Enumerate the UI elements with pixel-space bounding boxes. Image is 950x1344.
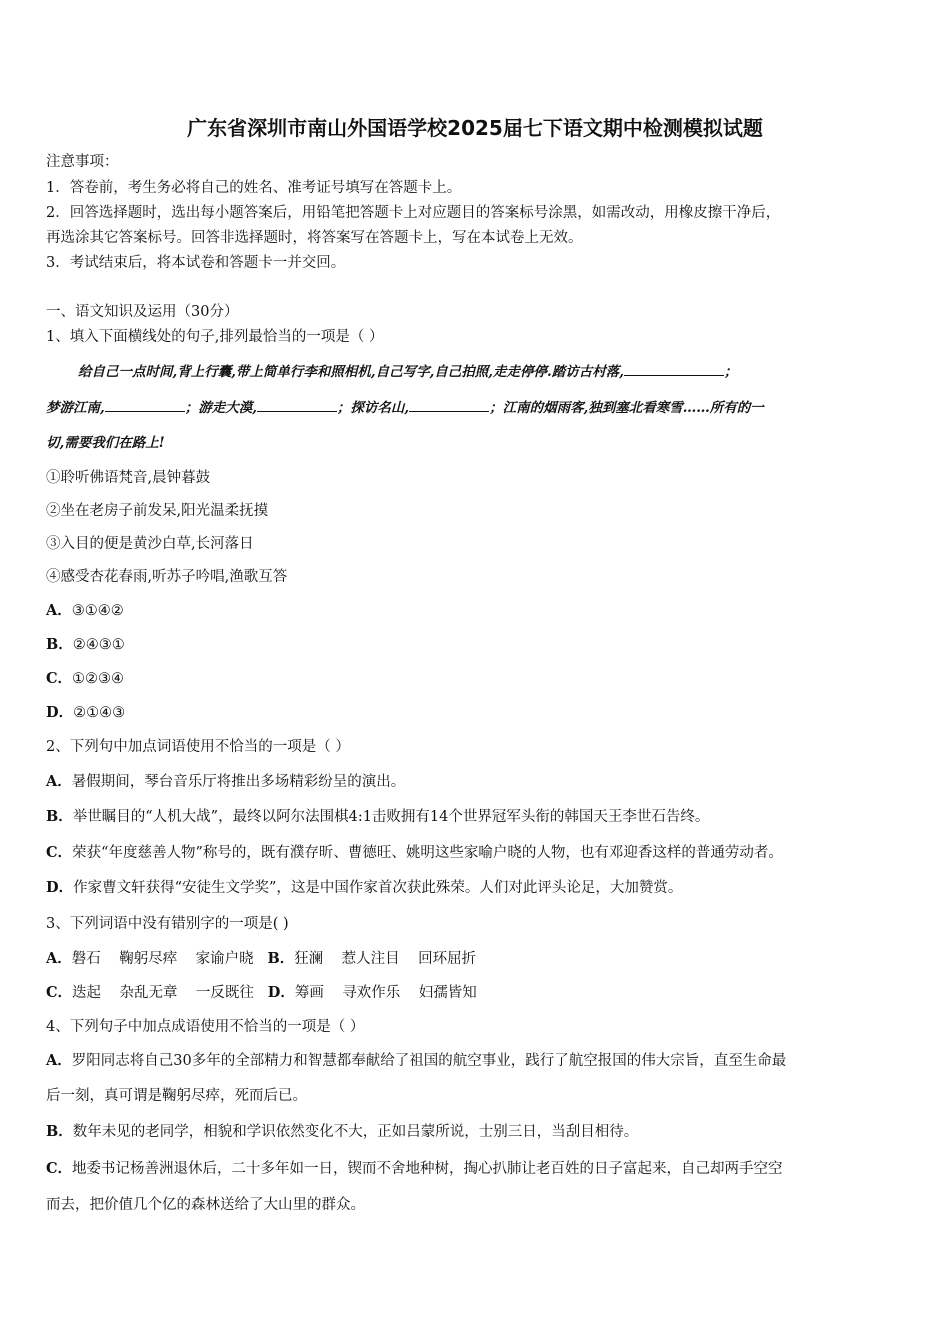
notice-item-1: 1．答卷前，考生务必将自己的姓名、准考证号填写在答题卡上。 bbox=[46, 180, 462, 196]
q4-option-a-cont: 后一刻，真可谓是鞠躬尽瘁，死而后已。 bbox=[46, 1088, 307, 1104]
option-text: 暑假期间，琴台音乐厅将推出多场精彩纷呈的演出。 bbox=[71, 774, 406, 790]
option-text: ②④③① bbox=[72, 637, 125, 653]
q1-blank-4 bbox=[409, 397, 489, 412]
q2-option-d[interactable] bbox=[46, 878, 682, 898]
notice-heading: 注意事项： bbox=[46, 154, 119, 170]
option-label: A． bbox=[46, 773, 72, 790]
q1-passage-text-4: ；探访名山, bbox=[336, 400, 410, 416]
q1-item-1: ①聆听佛语梵音,晨钟暮鼓 bbox=[46, 470, 211, 486]
q1-passage-text-1: 给自己一点时间,背上行囊,带上简单行李和照相机,自己写字,自己拍照,走走停停.踏访古村落, bbox=[78, 364, 624, 380]
q2-option-a[interactable] bbox=[46, 772, 405, 792]
q1-passage-line-2 bbox=[46, 397, 764, 418]
option-text: 数年未见的老同学，相貌和学识依然变化不大，正如吕蒙所说，士别三日，当刮目相待。 bbox=[72, 1124, 639, 1140]
option-text: ③①④② bbox=[71, 603, 124, 619]
option-text: ①②③④ bbox=[72, 671, 125, 687]
q4-option-b[interactable] bbox=[46, 1122, 638, 1142]
q1-passage-text-5: ；江南的烟雨客,独到塞北看寒雪……所有的一 bbox=[489, 400, 764, 416]
option-label: D． bbox=[267, 984, 295, 1001]
q1-stem: 1、填入下面横线处的句子,排列最恰当的一项是（ ） bbox=[46, 329, 384, 345]
option-label: C． bbox=[46, 984, 73, 1001]
q4-option-a[interactable] bbox=[46, 1051, 786, 1071]
q1-passage-line-1 bbox=[78, 361, 737, 382]
option-label: A． bbox=[46, 950, 72, 967]
notice-item-2-cont: 再选涂其它答案标号。回答非选择题时，将答案写在答题卡上，写在本试卷上无效。 bbox=[46, 230, 583, 246]
q1-option-c[interactable] bbox=[46, 669, 124, 689]
notice-item-2: 2．回答选择题时，选出每小题答案后，用铅笔把答题卡上对应题目的答案标号涂黑，如需改动，用橡皮擦干净后， bbox=[46, 205, 781, 221]
option-text: 作家曹文轩获得“安徒生文学奖”，这是中国作家首次获此殊荣。人们对此评头论足，大加赞赏。 bbox=[73, 880, 683, 896]
q3-options-row-1 bbox=[46, 949, 476, 969]
option-label: C． bbox=[46, 844, 73, 861]
option-text: 地委书记杨善洲退休后，二十多年如一日，锲而不舍地种树，掏心扒肺让老百姓的日子富起来，自己却两手空空 bbox=[72, 1161, 783, 1177]
option-label: C． bbox=[46, 1160, 73, 1177]
notice-item-3: 3．考试结束后，将本试卷和答题卡一并交回。 bbox=[46, 255, 346, 271]
q3-option-a[interactable] bbox=[46, 951, 254, 967]
option-text: 磐石 鞠躬尽瘁 家谕户晓 bbox=[71, 951, 254, 967]
q4-option-c[interactable] bbox=[46, 1159, 783, 1179]
q1-semicolon: ； bbox=[723, 364, 738, 380]
q2-option-b[interactable] bbox=[46, 807, 709, 827]
q1-blank-2 bbox=[105, 397, 185, 412]
option-text: 举世瞩目的“人机大战”，最终以阿尔法围棋4:1击败拥有14个世界冠军头衔的韩国天王李世石告终。 bbox=[72, 809, 710, 825]
option-label: D． bbox=[46, 704, 74, 721]
q4-stem: 4、下列句子中加点成语使用不恰当的一项是（ ） bbox=[46, 1019, 365, 1035]
q3-option-d[interactable] bbox=[268, 985, 477, 1001]
q2-stem: 2、下列句中加点词语使用不恰当的一项是（ ） bbox=[46, 739, 350, 755]
q1-passage-line-3: 切,需要我们在路上! bbox=[46, 435, 165, 451]
option-text: ②①④③ bbox=[73, 705, 126, 721]
q3-options-row-2 bbox=[46, 983, 477, 1003]
q1-option-b[interactable] bbox=[46, 635, 125, 655]
q1-item-2: ②坐在老房子前发呆,阳光温柔抚摸 bbox=[46, 503, 269, 519]
option-text: 迭起 杂乱无章 一反既往 bbox=[72, 985, 254, 1001]
q1-passage-text-3: ；游走大漠, bbox=[184, 400, 257, 416]
q1-option-a[interactable] bbox=[46, 601, 124, 621]
option-label: B． bbox=[46, 808, 73, 825]
option-text: 筹画 寻欢作乐 妇孺皆知 bbox=[294, 985, 477, 1001]
option-text: 罗阳同志将自己30多年的全部精力和智慧都奉献给了祖国的航空事业，践行了航空报国的伟大宗旨，直至生命最 bbox=[71, 1053, 787, 1069]
q2-option-c[interactable] bbox=[46, 843, 783, 863]
option-label: B． bbox=[267, 950, 295, 967]
option-text: 狂澜 惹人注目 回环屈折 bbox=[294, 951, 477, 967]
page-title: 广东省深圳市南山外国语学校2025届七下语文期中检测模拟试题 bbox=[187, 116, 763, 140]
option-label: B． bbox=[46, 636, 73, 653]
option-label: A． bbox=[46, 602, 72, 619]
option-label: A． bbox=[46, 1052, 72, 1069]
q1-passage-text-2: 梦游江南, bbox=[46, 400, 105, 416]
q1-item-3: ③入目的便是黄沙白草,长河落日 bbox=[46, 536, 254, 552]
option-text: 荣获“年度慈善人物”称号的，既有濮存昕、曹德旺、姚明这些家喻户晓的人物，也有邓迎香这样的普通劳动者。 bbox=[72, 845, 783, 861]
option-label: C． bbox=[46, 670, 73, 687]
option-label: D． bbox=[46, 879, 74, 896]
q1-option-d[interactable] bbox=[46, 703, 125, 723]
q1-blank-1 bbox=[624, 361, 724, 376]
q3-option-c[interactable] bbox=[46, 985, 254, 1001]
q3-stem: 3、下列词语中没有错别字的一项是( ) bbox=[46, 916, 289, 932]
q3-option-b[interactable] bbox=[267, 951, 476, 967]
section-1-heading: 一、语文知识及运用（30分） bbox=[46, 304, 239, 320]
option-label: B． bbox=[46, 1123, 73, 1140]
q4-option-c-cont: 而去，把价值几个亿的森林送给了大山里的群众。 bbox=[46, 1197, 365, 1213]
q1-blank-3 bbox=[257, 397, 337, 412]
q1-item-4: ④感受杏花春雨,听苏子吟唱,渔歌互答 bbox=[46, 569, 288, 585]
